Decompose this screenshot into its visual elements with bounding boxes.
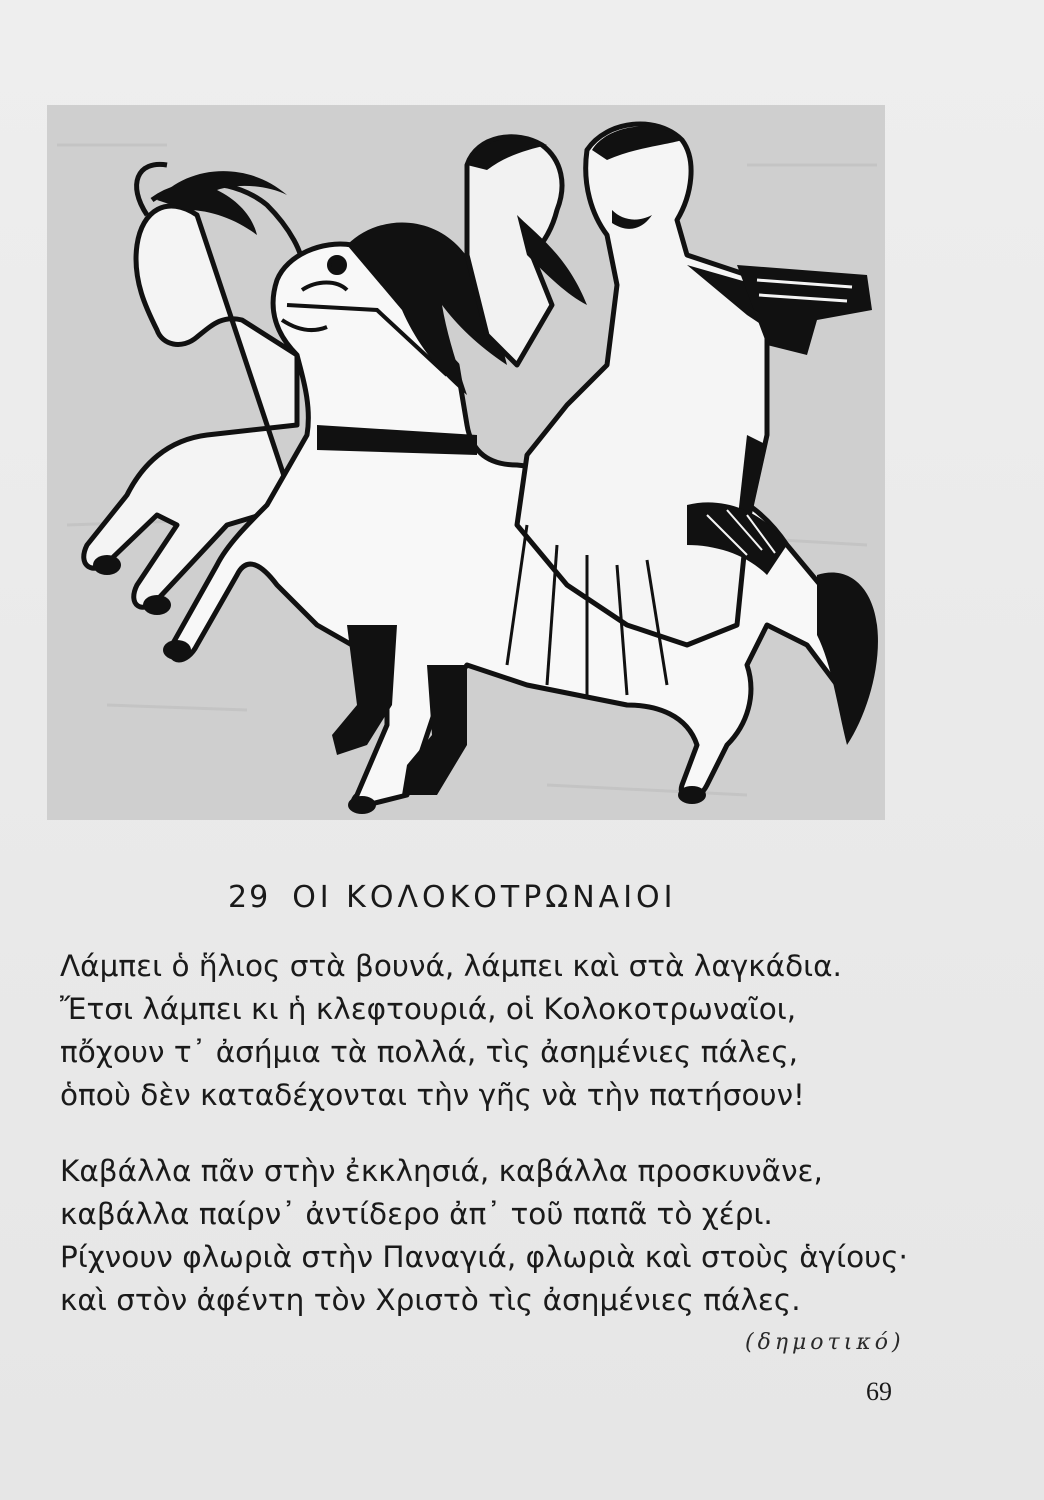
poem-source: (δημοτικό): [745, 1330, 905, 1355]
poem-line: Καβάλλα πᾶν στὴν ἐκκλησιά, καβάλλα προσκυνᾶνε,: [60, 1154, 823, 1188]
poem-line: πὄχουν τ᾽ ἀσήμια τὰ πολλά, τὶς ἀσημένιες πάλες,: [60, 1035, 799, 1069]
poem-line: Ἔτσι λάμπει κι ἡ κλεφτουριά, οἱ Κολοκοτρωναῖοι,: [60, 992, 797, 1026]
poem-stanza-1: [60, 945, 842, 1117]
poem-line: καὶ στὸν ἀφέντη τὸν Χριστὸ τὶς ἀσημένιες πάλες.: [60, 1283, 801, 1317]
illustration-two-horsemen: [47, 105, 885, 820]
poem-line: Λάμπει ὁ ἥλιος στὰ βουνά, λάμπει καὶ στὰ λαγκάδια.: [60, 949, 842, 983]
poem-line: ὁπoὺ δὲν καταδέχονται τὴν γῆς νὰ τὴν πατήσουν!: [60, 1078, 805, 1112]
poem-line: καβάλλα παίρν᾽ ἀντίδερο ἀπ᾽ τοῦ παπᾶ τὸ χέρι.: [60, 1197, 773, 1231]
woodcut-drawing: [47, 105, 885, 820]
poem-stanza-2: [60, 1150, 908, 1322]
chapter-number: 29: [228, 880, 271, 915]
chapter-title: [228, 880, 677, 915]
poem-line: Ρίχνουν φλωριὰ στὴν Παναγιά, φλωριὰ καὶ στοὺς ἁγίους·: [60, 1240, 908, 1274]
page-number: 69: [866, 1377, 892, 1406]
chapter-heading: ΟΙ ΚΟΛΟΚΟΤΡΩΝΑΙΟΙ: [292, 880, 677, 915]
